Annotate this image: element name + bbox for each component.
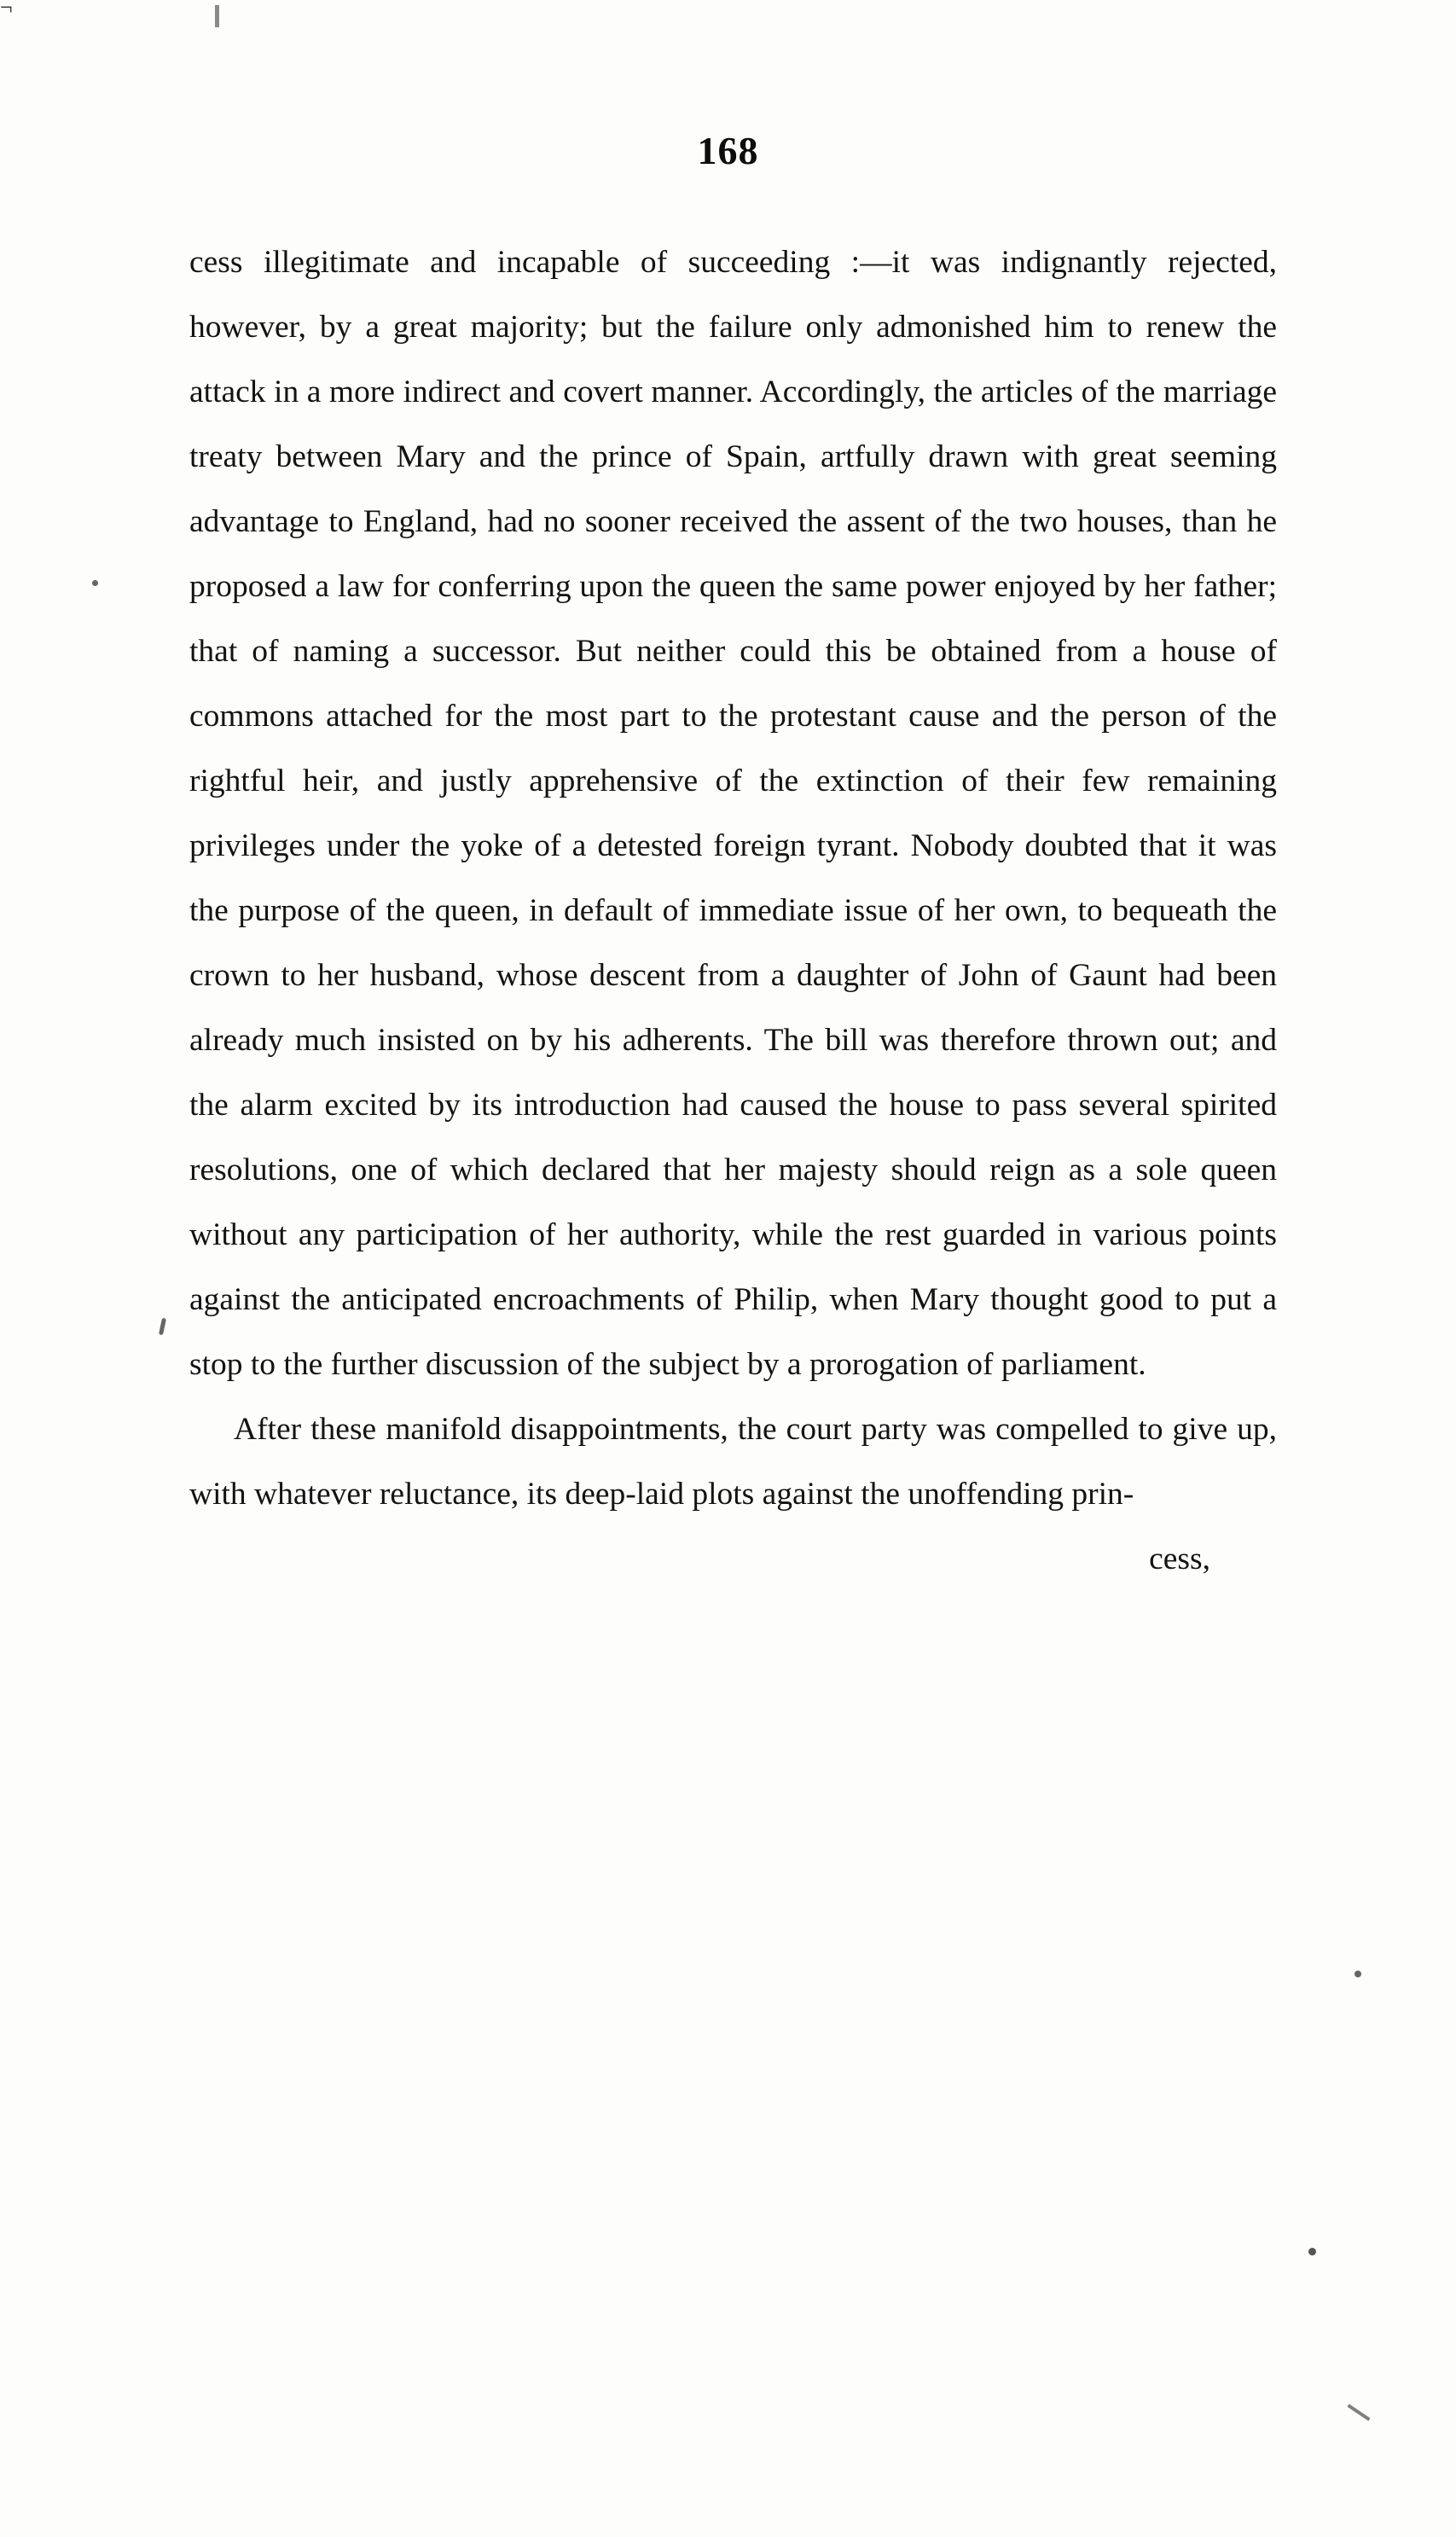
scan-speck-left	[92, 580, 98, 586]
scan-speck-top	[215, 5, 219, 27]
paragraph-1: cess illegitimate and incapable of succeeding :—it was indignantly rejected, however, by a great majority; but the failure only admonished him to renew the attack in a more indirect and covert manner. Accordingly, the articles of the marriage treaty between Mary and the prince of Spain, artfully drawn with great seeming advantage to England, had no sooner received the assent of the two houses, than he proposed a law for conferring upon the queen the same power enjoyed by her father; that of naming a successor. But neither could this be obtained from a house of commons attached for the most part to the protestant cause and the person of the rightful heir, and justly apprehensive of the extinction of their few remaining privileges under the yoke of a detested foreign tyrant. Nobody doubted that it was the purpose of the queen, in default of immediate issue of her own, to bequeath the crown to her husband, whose descent from a daughter of John of Gaunt had been already much insisted on by his adherents. The bill was therefore thrown out; and the alarm excited by its introduction had caused the house to pass several spirited resolutions, one of which declared that her majesty should reign as a sole queen without any participation of her authority, while the rest guarded in various points against the anticipated encroachments of Philip, when Mary thought good to put a stop to the further discussion of the subject by a prorogation of parliament.	[189, 245, 1277, 1382]
scan-speck-quote-mark	[159, 1318, 166, 1336]
catchword: cess,	[1149, 1541, 1210, 1576]
scan-speck-corner	[1347, 2404, 1370, 2421]
paragraph-2: After these manifold disappointments, the court party was compelled to give up, with whatever reluctance, its deep-laid plots against the unoffending prin-	[189, 1412, 1277, 1512]
scan-speck-right	[1354, 1971, 1361, 1977]
scan-speck-comma	[1308, 2248, 1316, 2255]
page-body-text	[189, 230, 1277, 1592]
marginal-mark: ¬	[0, 0, 13, 20]
page-number: 168	[697, 129, 759, 172]
